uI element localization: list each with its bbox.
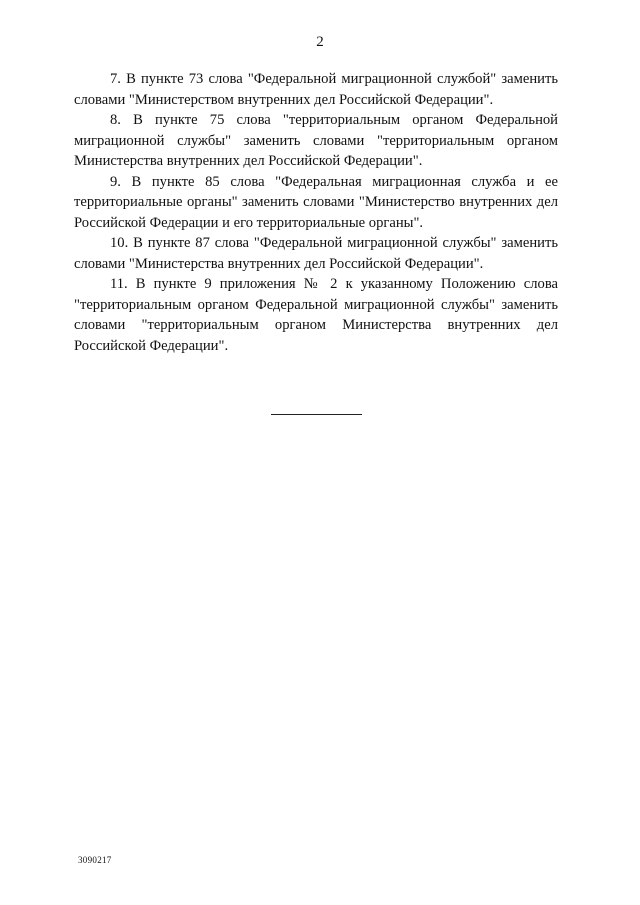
document-code: 3090217 xyxy=(78,855,112,865)
end-separator-line xyxy=(271,414,362,415)
paragraph-item-9: 9. В пункте 85 слова "Федеральная миграционная служба и ее территориальные органы" заменить словами "Министерство внутренних дел Российской Федерации и его территориальные органы". xyxy=(74,173,558,231)
document-body xyxy=(74,69,558,356)
paragraph-item-10: 10. В пункте 87 слова "Федеральной миграционной службы" заменить словами "Министерства внутренних дел Российской Федерации". xyxy=(74,235,558,272)
paragraph-item-7: 7. В пункте 73 слова "Федеральной миграционной службой" заменить словами "Министерством внутренних дел Российской Федерации". xyxy=(74,71,558,108)
paragraph-item-11: 11. В пункте 9 приложения № 2 к указанному Положению слова "территориальным органом Федеральной миграционной службы" заменить словами "территориальным органом Министерства внутренних дел Российской Федерации". xyxy=(74,276,558,354)
paragraph-item-8: 8. В пункте 75 слова "территориальным органом Федеральной миграционной службы" заменить словами "территориальным органом Министерства внутренних дел Российской Федерации". xyxy=(74,112,558,169)
page-number: 2 xyxy=(316,34,324,50)
